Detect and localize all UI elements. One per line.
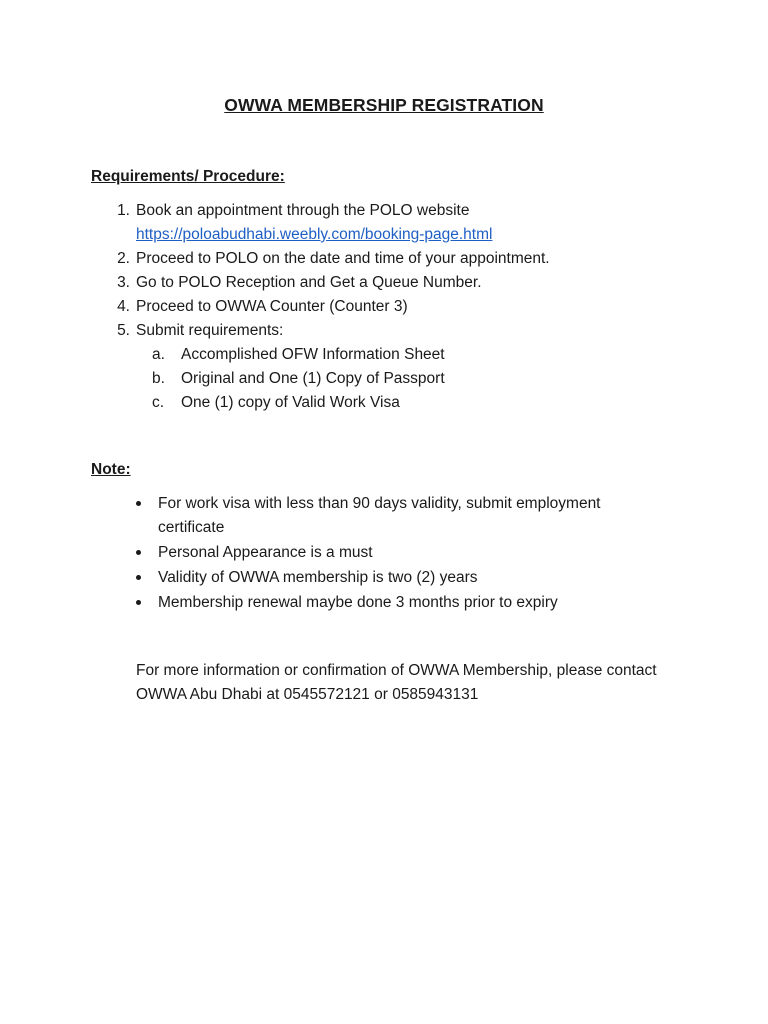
bullet-icon [136, 501, 141, 506]
sub-requirement-b [136, 367, 666, 391]
sub-requirement-c [136, 391, 666, 415]
procedure-list [106, 199, 666, 415]
notes-list [131, 492, 651, 616]
step-number: 4. [117, 298, 130, 315]
step-text: Proceed to POLO on the date and time of your appointment. [136, 250, 550, 267]
step-number: 2. [117, 250, 130, 267]
note-text: Personal Appearance is a must [158, 544, 373, 561]
sub-marker: c. [152, 394, 165, 411]
procedure-step-4 [106, 295, 666, 319]
procedure-step-1 [106, 199, 666, 247]
note-text: Membership renewal maybe done 3 months prior to expiry [158, 594, 558, 611]
note-text: For work visa with less than 90 days validity, submit employment certificate [158, 495, 601, 536]
note-text: Validity of OWWA membership is two (2) years [158, 569, 478, 586]
note-item [131, 566, 651, 590]
sub-requirement-a [136, 343, 666, 367]
sub-requirements-list [136, 343, 666, 415]
note-item [131, 492, 651, 540]
contact-info: For more information or confirmation of OWWA Membership, please contact OWWA Abu Dhabi at 0545572121 or 0585943131 [136, 662, 657, 703]
step-number: 5. [117, 322, 130, 339]
sub-text: Accomplished OFW Information Sheet [181, 346, 445, 363]
procedure-step-3 [106, 271, 666, 295]
step-number: 3. [117, 274, 130, 291]
bullet-icon [136, 575, 141, 580]
sub-text: Original and One (1) Copy of Passport [181, 370, 445, 387]
sub-text: One (1) copy of Valid Work Visa [181, 394, 400, 411]
note-heading: Note: [91, 461, 131, 478]
bullet-icon [136, 550, 141, 555]
note-item [131, 541, 651, 565]
step-number: 1. [117, 202, 130, 219]
sub-marker: a. [152, 346, 165, 363]
bullet-icon [136, 600, 141, 605]
step-text: Proceed to OWWA Counter (Counter 3) [136, 298, 408, 315]
sub-marker: b. [152, 370, 165, 387]
step-text: Book an appointment through the POLO website [136, 202, 470, 219]
procedure-step-5 [106, 319, 666, 415]
requirements-heading: Requirements/ Procedure: [91, 168, 285, 185]
note-item [131, 591, 651, 615]
step-text: Go to POLO Reception and Get a Queue Number. [136, 274, 482, 291]
booking-page-link[interactable]: https://poloabudhabi.weebly.com/booking-page.html [136, 226, 493, 243]
procedure-step-2 [106, 247, 666, 271]
step-text: Submit requirements: [136, 322, 284, 339]
page-title: OWWA MEMBERSHIP REGISTRATION [224, 95, 544, 115]
